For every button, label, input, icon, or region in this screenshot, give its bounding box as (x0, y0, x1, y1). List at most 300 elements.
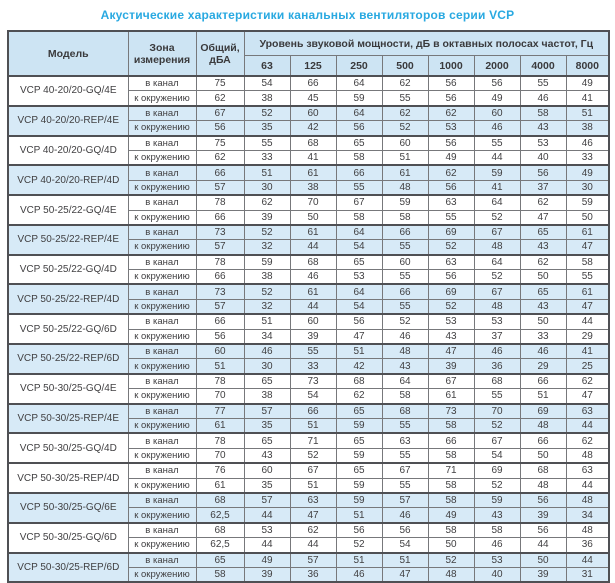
band-cell: 55 (382, 270, 428, 285)
band-cell: 48 (520, 478, 566, 493)
zone-cell: в канал (128, 553, 196, 568)
band-cell: 42 (290, 121, 336, 136)
band-cell: 62 (428, 165, 474, 180)
table-row (8, 76, 609, 91)
model-cell: VCP 50-25/22-GQ/4E (8, 195, 128, 225)
band-cell: 57 (382, 493, 428, 508)
model-block (8, 553, 609, 583)
total-cell: 68 (196, 493, 244, 508)
band-cell: 60 (474, 106, 520, 121)
col-header-band-group: Уровень звуковой мощности, дБ в октавных полосах частот, Гц (244, 31, 609, 56)
band-cell: 44 (244, 538, 290, 553)
band-cell: 52 (382, 314, 428, 329)
col-header-frequency: 8000 (566, 56, 609, 77)
band-cell: 43 (520, 240, 566, 255)
model-cell: VCP 50-25/22-GQ/4D (8, 255, 128, 285)
band-cell: 44 (244, 508, 290, 523)
total-cell: 66 (196, 314, 244, 329)
band-cell: 57 (244, 404, 290, 419)
band-cell: 55 (428, 210, 474, 225)
band-cell: 40 (520, 150, 566, 165)
band-cell: 38 (290, 180, 336, 195)
model-block (8, 344, 609, 374)
band-cell: 60 (382, 255, 428, 270)
band-cell: 44 (566, 418, 609, 433)
model-cell: VCP 50-25/22-REP/6D (8, 344, 128, 374)
band-cell: 34 (244, 329, 290, 344)
model-cell: VCP 40-20/20-GQ/4E (8, 76, 128, 106)
band-cell: 48 (382, 180, 428, 195)
band-cell: 59 (382, 195, 428, 210)
band-cell: 53 (428, 314, 474, 329)
col-header-zone (128, 31, 196, 76)
band-cell: 63 (566, 404, 609, 419)
band-cell: 64 (336, 225, 382, 240)
band-cell: 64 (474, 195, 520, 210)
band-cell: 47 (566, 299, 609, 314)
band-cell: 46 (336, 567, 382, 582)
band-cell: 61 (566, 284, 609, 299)
band-cell: 37 (520, 180, 566, 195)
zone-cell: к окружению (128, 150, 196, 165)
col-header-zone-line1: Зона (149, 41, 175, 54)
zone-cell: в канал (128, 523, 196, 538)
band-cell: 50 (290, 210, 336, 225)
col-header-total-line1: Общий, (200, 41, 240, 54)
band-cell: 58 (428, 448, 474, 463)
band-cell: 62 (520, 255, 566, 270)
band-cell: 32 (244, 240, 290, 255)
band-cell: 48 (566, 448, 609, 463)
band-cell: 60 (290, 314, 336, 329)
band-cell: 63 (566, 463, 609, 478)
band-cell: 49 (244, 553, 290, 568)
zone-cell: к окружению (128, 299, 196, 314)
band-cell: 63 (290, 493, 336, 508)
band-cell: 54 (382, 538, 428, 553)
total-cell: 51 (196, 359, 244, 374)
band-cell: 65 (520, 284, 566, 299)
band-cell: 56 (336, 314, 382, 329)
band-cell: 52 (336, 538, 382, 553)
zone-cell: к окружению (128, 389, 196, 404)
band-cell: 29 (566, 329, 609, 344)
band-cell: 44 (566, 553, 609, 568)
band-cell: 42 (336, 359, 382, 374)
band-cell: 55 (382, 91, 428, 106)
band-cell: 35 (244, 418, 290, 433)
model-block (8, 284, 609, 314)
band-cell: 49 (428, 150, 474, 165)
band-cell: 49 (474, 91, 520, 106)
band-cell: 25 (566, 359, 609, 374)
zone-cell: к окружению (128, 448, 196, 463)
band-cell: 50 (520, 553, 566, 568)
band-cell: 52 (428, 553, 474, 568)
band-cell: 63 (382, 433, 428, 448)
model-cell: VCP 50-25/22-REP/4D (8, 284, 128, 314)
band-cell: 47 (336, 329, 382, 344)
band-cell: 71 (290, 433, 336, 448)
total-cell: 75 (196, 136, 244, 151)
zone-cell: к окружению (128, 418, 196, 433)
band-cell: 54 (290, 389, 336, 404)
band-cell: 55 (290, 344, 336, 359)
total-cell: 62 (196, 150, 244, 165)
band-cell: 66 (336, 165, 382, 180)
band-cell: 51 (290, 478, 336, 493)
band-cell: 30 (244, 359, 290, 374)
band-cell: 39 (520, 508, 566, 523)
band-cell: 30 (244, 180, 290, 195)
band-cell: 62 (566, 433, 609, 448)
band-cell: 44 (566, 478, 609, 493)
model-block (8, 433, 609, 463)
band-cell: 61 (566, 225, 609, 240)
band-cell: 66 (428, 433, 474, 448)
band-cell: 50 (566, 210, 609, 225)
band-cell: 52 (382, 121, 428, 136)
band-cell: 39 (428, 359, 474, 374)
band-cell: 56 (428, 91, 474, 106)
zone-cell: к окружению (128, 508, 196, 523)
band-cell: 40 (474, 567, 520, 582)
total-cell: 75 (196, 76, 244, 91)
band-cell: 71 (428, 463, 474, 478)
band-cell: 61 (428, 389, 474, 404)
col-header-model: Модель (8, 31, 128, 76)
band-cell: 58 (336, 150, 382, 165)
band-cell: 66 (290, 76, 336, 91)
model-block (8, 225, 609, 255)
band-cell: 69 (520, 404, 566, 419)
band-cell: 64 (382, 374, 428, 389)
table-row (8, 284, 609, 299)
zone-cell: к окружению (128, 359, 196, 374)
band-cell: 41 (474, 180, 520, 195)
zone-cell: в канал (128, 136, 196, 151)
zone-cell: в канал (128, 284, 196, 299)
band-cell: 61 (290, 284, 336, 299)
band-cell: 47 (566, 389, 609, 404)
zone-cell: в канал (128, 225, 196, 240)
band-cell: 44 (474, 150, 520, 165)
band-cell: 46 (474, 344, 520, 359)
table-row (8, 225, 609, 240)
band-cell: 29 (520, 359, 566, 374)
band-cell: 52 (474, 210, 520, 225)
band-cell: 73 (428, 404, 474, 419)
band-cell: 43 (474, 508, 520, 523)
band-cell: 36 (566, 538, 609, 553)
col-header-frequency: 2000 (474, 56, 520, 77)
table-row (8, 374, 609, 389)
band-cell: 47 (566, 240, 609, 255)
total-cell: 61 (196, 418, 244, 433)
band-cell: 65 (520, 225, 566, 240)
model-cell: VCP 50-30/25-GQ/6D (8, 523, 128, 553)
band-cell: 73 (290, 374, 336, 389)
band-cell: 52 (244, 284, 290, 299)
band-cell: 67 (290, 463, 336, 478)
band-cell: 53 (474, 314, 520, 329)
band-cell: 44 (566, 314, 609, 329)
band-cell: 57 (290, 553, 336, 568)
band-cell: 55 (244, 136, 290, 151)
band-cell: 46 (244, 344, 290, 359)
band-cell: 65 (336, 255, 382, 270)
band-cell: 41 (566, 91, 609, 106)
model-block (8, 136, 609, 166)
model-block (8, 165, 609, 195)
table-row (8, 195, 609, 210)
model-block (8, 463, 609, 493)
band-cell: 53 (520, 136, 566, 151)
zone-cell: к окружению (128, 478, 196, 493)
band-cell: 51 (382, 150, 428, 165)
band-cell: 36 (290, 567, 336, 582)
total-cell: 60 (196, 344, 244, 359)
table-row (8, 553, 609, 568)
band-cell: 55 (520, 76, 566, 91)
band-cell: 66 (382, 225, 428, 240)
band-cell: 59 (566, 195, 609, 210)
band-cell: 51 (336, 344, 382, 359)
band-cell: 64 (336, 76, 382, 91)
col-header-frequency: 250 (336, 56, 382, 77)
zone-cell: в канал (128, 165, 196, 180)
band-cell: 44 (290, 240, 336, 255)
band-cell: 56 (382, 523, 428, 538)
band-cell: 59 (336, 448, 382, 463)
band-cell: 38 (244, 389, 290, 404)
band-cell: 69 (428, 225, 474, 240)
total-cell: 66 (196, 210, 244, 225)
band-cell: 49 (566, 76, 609, 91)
model-cell: VCP 40-20/20-REP/4D (8, 165, 128, 195)
band-cell: 56 (428, 180, 474, 195)
zone-cell: в канал (128, 493, 196, 508)
band-cell: 33 (520, 329, 566, 344)
band-cell: 39 (244, 567, 290, 582)
band-cell: 56 (474, 76, 520, 91)
band-cell: 52 (244, 106, 290, 121)
band-cell: 58 (428, 418, 474, 433)
table-row (8, 404, 609, 419)
zone-cell: к окружению (128, 210, 196, 225)
band-cell: 49 (566, 165, 609, 180)
zone-cell: в канал (128, 344, 196, 359)
zone-cell: к окружению (128, 538, 196, 553)
band-cell: 36 (474, 359, 520, 374)
total-cell: 62 (196, 91, 244, 106)
band-cell: 46 (520, 91, 566, 106)
zone-cell: к окружению (128, 91, 196, 106)
band-cell: 38 (566, 121, 609, 136)
band-cell: 58 (336, 210, 382, 225)
band-cell: 55 (336, 180, 382, 195)
band-cell: 47 (428, 344, 474, 359)
total-cell: 62,5 (196, 538, 244, 553)
acoustic-table (7, 30, 610, 583)
band-cell: 39 (290, 329, 336, 344)
band-cell: 34 (566, 508, 609, 523)
band-cell: 59 (336, 478, 382, 493)
band-cell: 45 (290, 91, 336, 106)
band-cell: 31 (566, 567, 609, 582)
total-cell: 65 (196, 553, 244, 568)
zone-cell: в канал (128, 106, 196, 121)
zone-cell: в канал (128, 374, 196, 389)
band-cell: 70 (290, 195, 336, 210)
band-cell: 56 (520, 493, 566, 508)
band-cell: 60 (244, 463, 290, 478)
band-cell: 62 (520, 195, 566, 210)
band-cell: 52 (428, 299, 474, 314)
band-cell: 55 (382, 418, 428, 433)
band-cell: 59 (474, 165, 520, 180)
band-cell: 68 (290, 136, 336, 151)
total-cell: 78 (196, 195, 244, 210)
band-cell: 43 (244, 448, 290, 463)
zone-cell: к окружению (128, 329, 196, 344)
band-cell: 67 (474, 284, 520, 299)
total-cell: 78 (196, 374, 244, 389)
col-header-frequency: 4000 (520, 56, 566, 77)
band-cell: 51 (336, 553, 382, 568)
band-cell: 69 (428, 284, 474, 299)
band-cell: 54 (336, 240, 382, 255)
total-cell: 70 (196, 448, 244, 463)
band-cell: 68 (382, 404, 428, 419)
band-cell: 67 (336, 195, 382, 210)
band-cell: 58 (428, 478, 474, 493)
total-cell: 67 (196, 106, 244, 121)
band-cell: 53 (336, 270, 382, 285)
band-cell: 37 (474, 329, 520, 344)
model-cell: VCP 50-30/25-REP/6D (8, 553, 128, 583)
table-row (8, 255, 609, 270)
table-row (8, 433, 609, 448)
band-cell: 62 (336, 389, 382, 404)
total-cell: 57 (196, 240, 244, 255)
band-cell: 55 (474, 136, 520, 151)
band-cell: 48 (382, 344, 428, 359)
model-cell: VCP 50-30/25-GQ/4D (8, 433, 128, 463)
band-cell: 47 (520, 210, 566, 225)
band-cell: 39 (244, 210, 290, 225)
band-cell: 47 (382, 567, 428, 582)
col-header-frequency: 63 (244, 56, 290, 77)
zone-cell: в канал (128, 255, 196, 270)
band-cell: 55 (382, 240, 428, 255)
total-cell: 56 (196, 121, 244, 136)
band-cell: 55 (382, 478, 428, 493)
zone-cell: в канал (128, 195, 196, 210)
band-cell: 44 (520, 538, 566, 553)
band-cell: 48 (474, 299, 520, 314)
model-block (8, 404, 609, 434)
band-cell: 56 (428, 136, 474, 151)
band-cell: 56 (520, 165, 566, 180)
band-cell: 64 (336, 106, 382, 121)
band-cell: 51 (520, 389, 566, 404)
band-cell: 66 (382, 284, 428, 299)
zone-cell: к окружению (128, 270, 196, 285)
band-cell: 66 (520, 374, 566, 389)
band-cell: 32 (244, 299, 290, 314)
zone-cell: к окружению (128, 121, 196, 136)
model-cell: VCP 50-30/25-REP/4E (8, 404, 128, 434)
band-cell: 48 (428, 567, 474, 582)
band-cell: 65 (336, 136, 382, 151)
col-header-frequency: 500 (382, 56, 428, 77)
band-cell: 52 (474, 270, 520, 285)
band-cell: 41 (566, 344, 609, 359)
band-cell: 62 (382, 106, 428, 121)
table-row (8, 463, 609, 478)
band-cell: 62 (566, 374, 609, 389)
band-cell: 56 (520, 523, 566, 538)
band-cell: 35 (244, 478, 290, 493)
band-cell: 61 (382, 165, 428, 180)
band-cell: 58 (566, 255, 609, 270)
band-cell: 59 (336, 493, 382, 508)
band-cell: 67 (474, 433, 520, 448)
model-block (8, 106, 609, 136)
band-cell: 58 (474, 523, 520, 538)
model-cell: VCP 50-25/22-REP/4E (8, 225, 128, 255)
model-block (8, 76, 609, 106)
total-cell: 77 (196, 404, 244, 419)
band-cell: 46 (382, 508, 428, 523)
total-cell: 62,5 (196, 508, 244, 523)
band-cell: 61 (290, 165, 336, 180)
band-cell: 53 (428, 121, 474, 136)
band-cell: 63 (428, 195, 474, 210)
page-title: Акустические характеристики канальных вентиляторов серии VCP (100, 8, 515, 22)
band-cell: 61 (290, 225, 336, 240)
total-cell: 78 (196, 255, 244, 270)
band-cell: 50 (520, 314, 566, 329)
model-block (8, 374, 609, 404)
band-cell: 70 (474, 404, 520, 419)
total-cell: 76 (196, 463, 244, 478)
band-cell: 48 (474, 240, 520, 255)
band-cell: 51 (244, 314, 290, 329)
band-cell: 55 (474, 389, 520, 404)
total-cell: 57 (196, 299, 244, 314)
band-cell: 33 (290, 359, 336, 374)
band-cell: 62 (382, 76, 428, 91)
band-cell: 54 (336, 299, 382, 314)
total-cell: 78 (196, 433, 244, 448)
zone-cell: к окружению (128, 180, 196, 195)
table-row (8, 136, 609, 151)
band-cell: 55 (382, 299, 428, 314)
band-cell: 65 (336, 463, 382, 478)
band-cell: 58 (428, 493, 474, 508)
band-cell: 64 (474, 255, 520, 270)
band-cell: 48 (566, 523, 609, 538)
table-row (8, 314, 609, 329)
table-header (8, 31, 609, 76)
band-cell: 59 (244, 255, 290, 270)
band-cell: 65 (336, 433, 382, 448)
band-cell: 51 (290, 418, 336, 433)
band-cell: 54 (244, 76, 290, 91)
zone-cell: в канал (128, 463, 196, 478)
